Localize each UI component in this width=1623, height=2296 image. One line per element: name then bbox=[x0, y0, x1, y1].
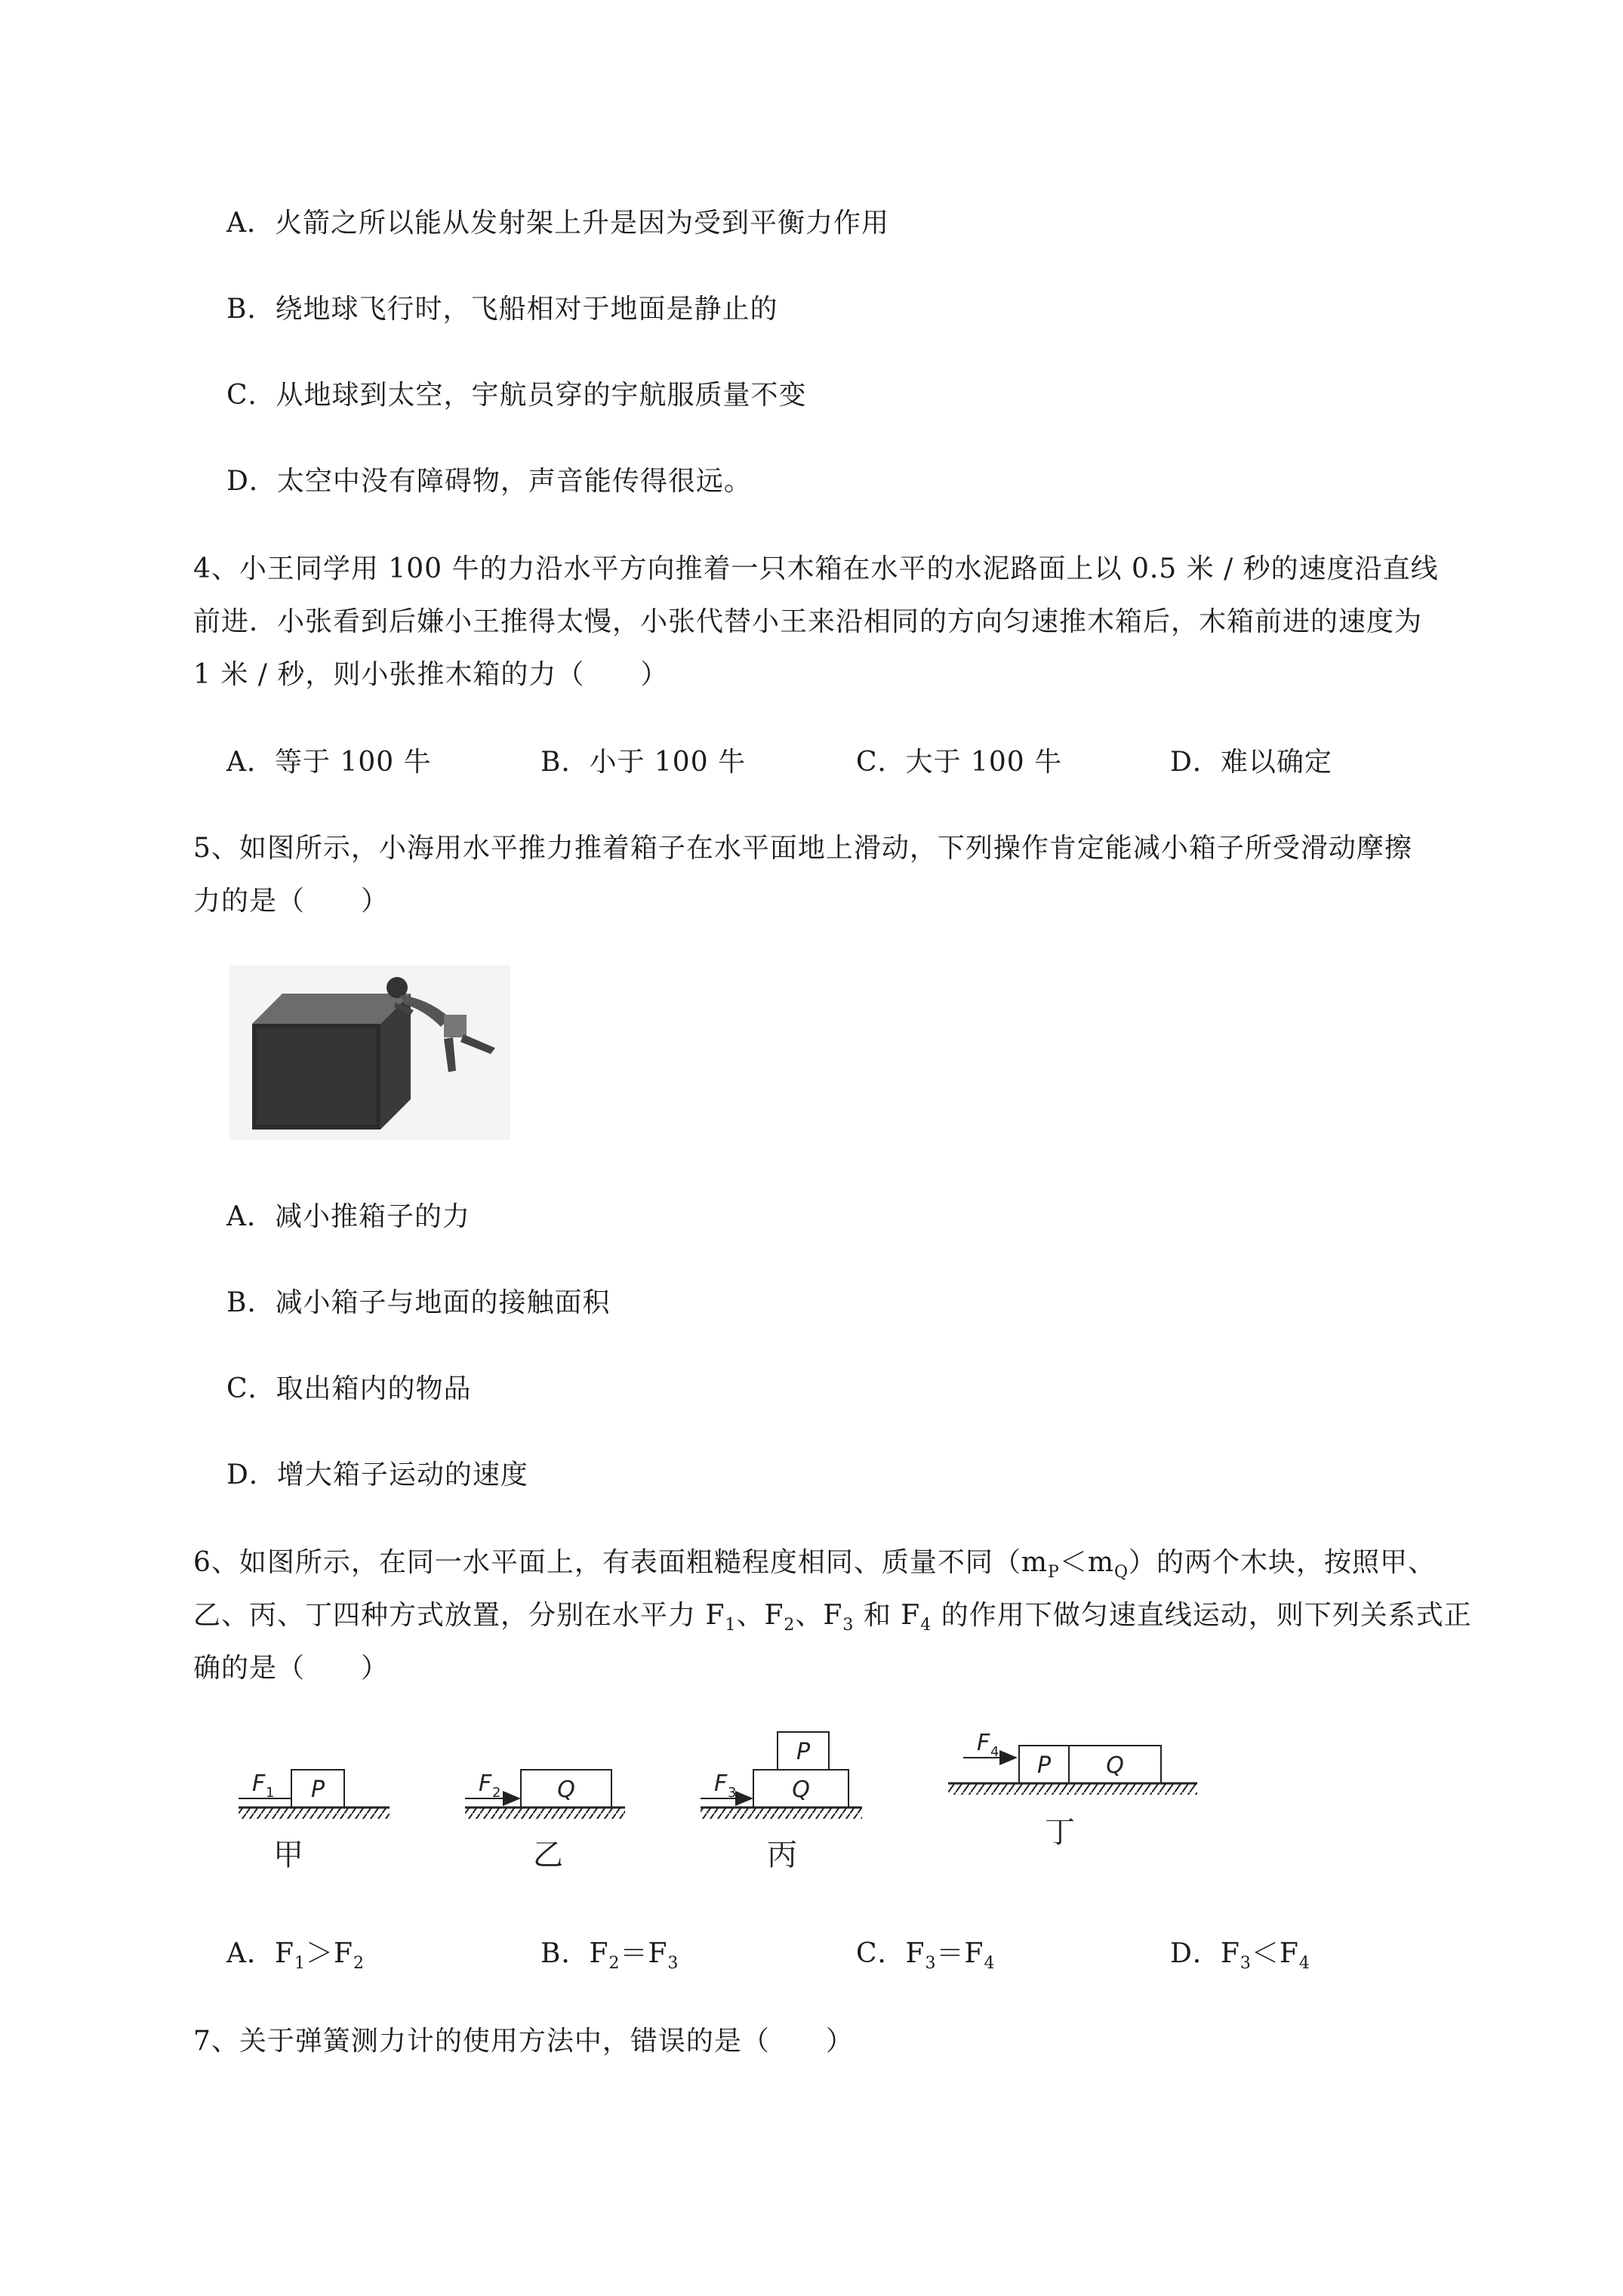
q5-option-d: D．增大箱子运动的速度 bbox=[226, 1459, 528, 1490]
svg-text:4: 4 bbox=[990, 1744, 999, 1760]
option-d: D．太空中没有障碍物，声音能传得很远。 bbox=[226, 466, 752, 497]
svg-text:P: P bbox=[1036, 1752, 1052, 1779]
question-4-line-1: 4、小王同学用 100 牛的力沿水平方向推着一只木箱在水平的水泥路面上以 0.5 米 / 秒的速度沿直线 bbox=[193, 553, 1439, 584]
svg-text:F: F bbox=[977, 1730, 990, 1756]
block-force-diagram bbox=[239, 1729, 1220, 1903]
svg-text:F: F bbox=[479, 1771, 492, 1797]
svg-text:3: 3 bbox=[728, 1785, 737, 1801]
question-5-line-2: 力的是（ ） bbox=[193, 886, 390, 917]
diagram-jia bbox=[239, 1770, 390, 1872]
question-6-line-2: 乙、丙、丁四种方式放置，分别在水平力 $F_1$、$F_2$、$F_3$ 和 $F_4$ 的作用下做匀速直线运动，则下列关系式正 bbox=[193, 1600, 1472, 1635]
svg-text:2: 2 bbox=[492, 1785, 501, 1801]
q5-option-a: A．减小推箱子的力 bbox=[226, 1201, 470, 1232]
q4-option-b: B．小于 100 牛 bbox=[540, 747, 747, 778]
question-7: 7、关于弹簧测力计的使用方法中，错误的是（ ） bbox=[193, 2026, 854, 2057]
q6-option-b: B．$F_2=F_3$ bbox=[540, 1938, 679, 1973]
q5-option-c: C．取出箱内的物品 bbox=[226, 1373, 472, 1404]
q6-option-a: A．$F_1>F_2$ bbox=[226, 1938, 365, 1973]
svg-text:甲: 甲 bbox=[273, 1838, 303, 1872]
diagram-bing bbox=[701, 1732, 862, 1872]
diagram-ding bbox=[948, 1730, 1197, 1850]
svg-text:丙: 丙 bbox=[767, 1838, 797, 1872]
q4-option-d: D．难以确定 bbox=[1170, 747, 1332, 778]
svg-text:Q: Q bbox=[1106, 1752, 1124, 1779]
svg-text:P: P bbox=[310, 1777, 325, 1803]
svg-text:Q: Q bbox=[557, 1777, 575, 1803]
diagram-yi bbox=[465, 1770, 625, 1872]
svg-text:丁: 丁 bbox=[1045, 1815, 1075, 1850]
pushing-box-photo bbox=[229, 965, 510, 1140]
question-4-line-3: 1 米 / 秒，则小张推木箱的力（ ） bbox=[193, 659, 669, 690]
q4-option-c: C．大于 100 牛 bbox=[856, 747, 1063, 778]
q6-option-d: D．$F_3<F_4$ bbox=[1170, 1938, 1310, 1973]
svg-text:乙: 乙 bbox=[533, 1838, 563, 1872]
svg-text:F: F bbox=[714, 1771, 728, 1797]
option-a: A．火箭之所以能从发射架上升是因为受到平衡力作用 bbox=[226, 208, 889, 239]
option-c: C．从地球到太空，宇航员穿的宇航服质量不变 bbox=[226, 380, 807, 411]
svg-text:F: F bbox=[252, 1771, 266, 1797]
svg-text:1: 1 bbox=[266, 1785, 275, 1801]
q5-option-b: B．减小箱子与地面的接触面积 bbox=[226, 1287, 611, 1318]
question-6-line-3: 确的是（ ） bbox=[193, 1653, 390, 1684]
q4-option-a: A．等于 100 牛 bbox=[226, 747, 432, 778]
option-b: B．绕地球飞行时，飞船相对于地面是静止的 bbox=[226, 294, 778, 325]
svg-text:P: P bbox=[796, 1739, 811, 1765]
question-4-line-2: 前进．小张看到后嫌小王推得太慢，小张代替小王来沿相同的方向匀速推木箱后，木箱前进的速度为 bbox=[193, 606, 1423, 637]
svg-text:Q: Q bbox=[792, 1777, 810, 1803]
q6-option-c: C．$F_3=F_4$ bbox=[856, 1938, 996, 1973]
question-5-line-1: 5、如图所示，小海用水平推力推着箱子在水平面地上滑动，下列操作肯定能减小箱子所受滑动摩擦 bbox=[193, 833, 1412, 864]
question-6-line-1: 6、如图所示，在同一水平面上，有表面粗糙程度相同、质量不同$(m_P<m_Q)$的两个木块，按照甲、 bbox=[193, 1547, 1437, 1582]
